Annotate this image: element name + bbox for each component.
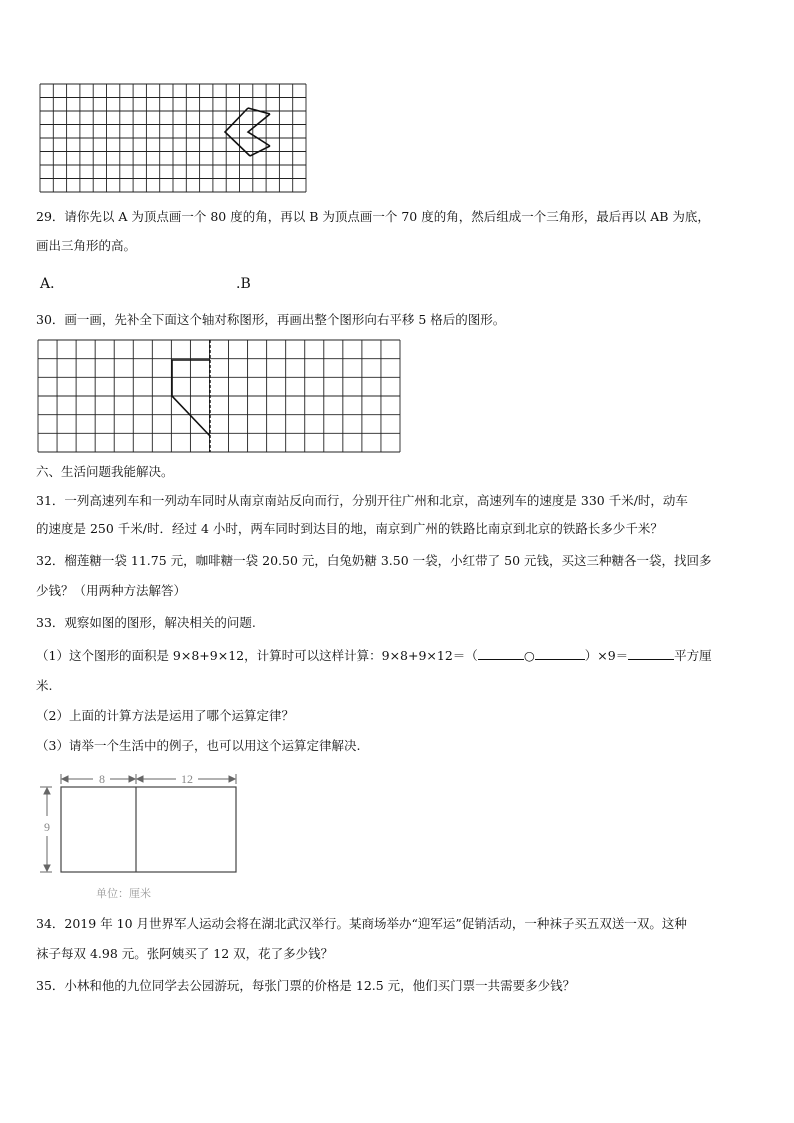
q31-text-line1: 31．一列高速列车和一列动车同时从南京南站反向而行，分别开往广州和北京，高速列车的速度是 330 千米/时，动车 bbox=[36, 493, 688, 508]
q32-text-line2: 少钱？（用两种方法解答） bbox=[36, 583, 187, 598]
q33-rectangle-figure bbox=[38, 772, 248, 882]
q33-unit-label: 单位：厘米 bbox=[96, 887, 151, 900]
q33-sub1-mid: ）×9＝ bbox=[584, 648, 629, 663]
q29-text-line1: 29．请你先以 A 为顶点画一个 80 度的角，再以 B 为顶点画一个 70 度的角，然后组成一个三角形，最后再以 AB 为底， bbox=[36, 209, 710, 224]
q29-point-b: .B bbox=[236, 276, 251, 292]
q30-text: 30．画一画，先补全下面这个轴对称图形，再画出整个图形向右平移 5 格后的图形。 bbox=[36, 312, 506, 327]
rectangle-outline bbox=[61, 787, 236, 872]
answer-blank-3[interactable] bbox=[628, 646, 674, 660]
q33-sub3: （3）请举一个生活中的例子，也可以用这个运算定律解决. bbox=[36, 738, 361, 753]
q33-text: 33．观察如图的图形，解决相关的问题. bbox=[36, 615, 256, 630]
dim-width-left: 8 bbox=[99, 772, 105, 786]
q29-text-line2: 画出三角形的高。 bbox=[36, 238, 137, 253]
q33-sub1 bbox=[36, 646, 712, 664]
top-grid-figure bbox=[40, 84, 306, 192]
q30-grid-figure bbox=[38, 340, 400, 452]
q34-text-line1: 34．2019 年 10 月世界军人运动会将在湖北武汉举行。某商场举办“迎军运”促销活动，一种袜子买五双送一双。这种 bbox=[36, 916, 687, 931]
q33-sub1-suffix: 平方厘 bbox=[674, 648, 712, 663]
q33-sub1-prefix: （1）这个图形的面积是 9×8+9×12，计算时可以这样计算：9×8+9×12＝（ bbox=[36, 648, 478, 663]
half-figure bbox=[172, 360, 210, 436]
q33-sub2: （2）上面的计算方法是运用了哪个运算定律？ bbox=[36, 708, 294, 723]
q29-point-a: A． bbox=[40, 276, 65, 292]
q33-sub1-line2: 米. bbox=[36, 678, 53, 693]
answer-blank-2[interactable] bbox=[535, 646, 585, 660]
q35-text: 35．小林和他的九位同学去公园游玩，每张门票的价格是 12.5 元，他们买门票一共需要多少钱？ bbox=[36, 978, 576, 993]
dim-height: 9 bbox=[44, 820, 50, 834]
dim-width-right: 12 bbox=[181, 772, 193, 786]
q32-text-line1: 32．榴莲糖一袋 11.75 元，咖啡糖一袋 20.50 元，白兔奶糖 3.50 一袋，小红带了 50 元钱，买这三种糖各一袋，找回多 bbox=[36, 553, 712, 568]
q33-sub1-circle: ○ bbox=[523, 648, 535, 663]
q31-text-line2: 的速度是 250 千米/时．经过 4 小时，两车同时到达目的地，南京到广州的铁路比南京到北京的铁路长多少千米？ bbox=[36, 521, 663, 536]
section6-title: 六、生活问题我能解决。 bbox=[36, 464, 174, 479]
q34-text-line2: 袜子每双 4.98 元。张阿姨买了 12 双，花了多少钱？ bbox=[36, 946, 334, 961]
answer-blank-1[interactable] bbox=[478, 646, 524, 660]
